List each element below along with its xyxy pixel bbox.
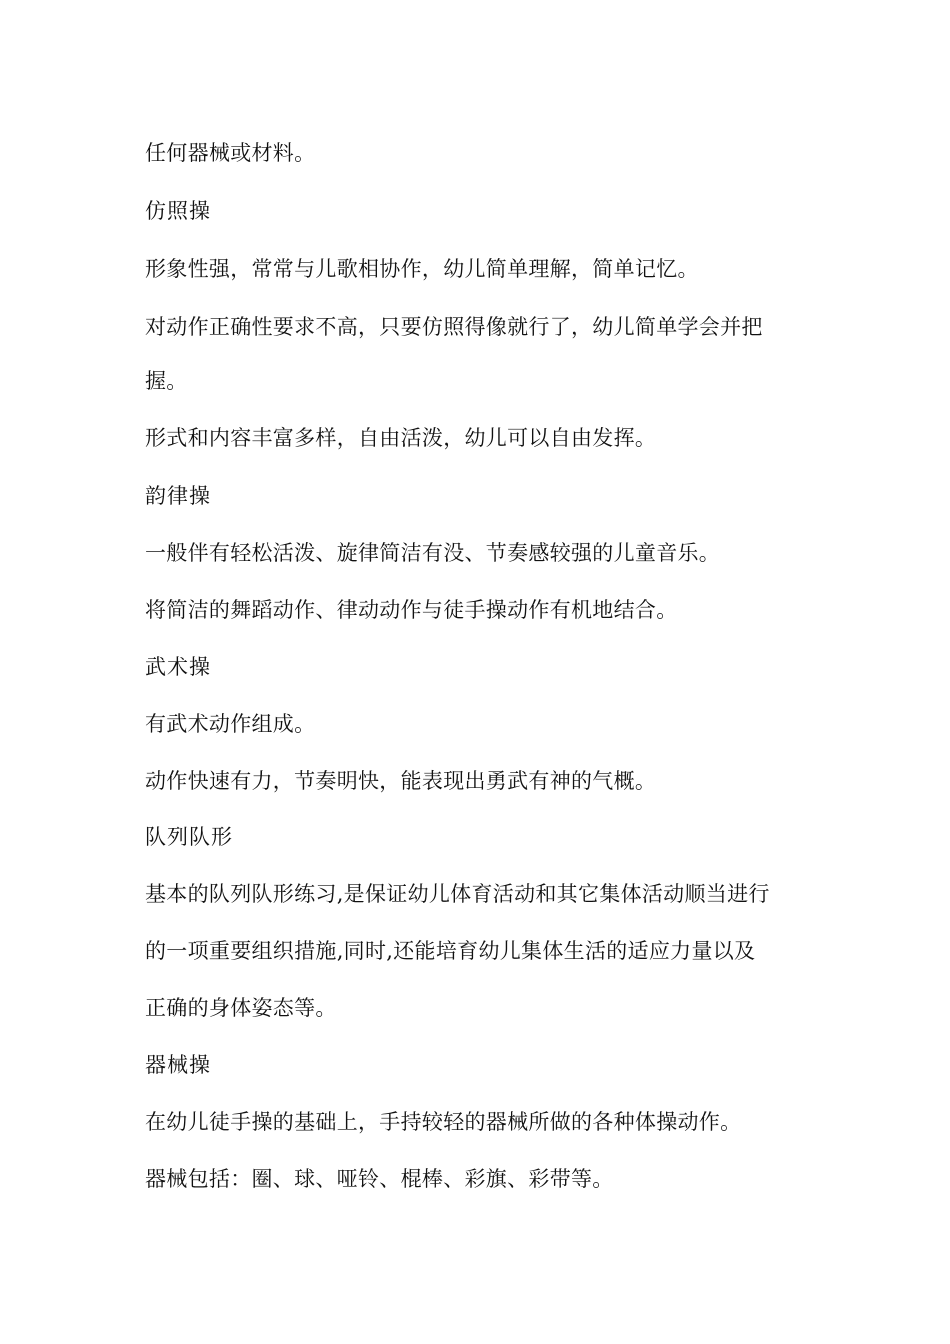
paragraph-line: 动作快速有力，节奏明快，能表现出勇武有神的气概。 xyxy=(145,769,657,793)
paragraph-line: 器械包括：圈、球、哑铃、棍棒、彩旗、彩带等。 xyxy=(145,1167,614,1191)
paragraph-line: 正确的身体姿态等。 xyxy=(145,996,337,1020)
paragraph-line: 有武术动作组成。 xyxy=(145,712,316,736)
paragraph-line: 的一项重要组织措施,同时,还能培育幼儿集体生活的适应力量以及 xyxy=(145,939,756,963)
paragraph-line: 将简洁的舞蹈动作、律动动作与徒手操动作有机地结合。 xyxy=(145,598,678,622)
section-heading-martial-arts: 武术操 xyxy=(145,655,211,679)
paragraph-line: 一般伴有轻松活泼、旋律简洁有没、节奏感较强的儿童音乐。 xyxy=(145,541,721,565)
paragraph-line: 基本的队列队形练习,是保证幼儿体育活动和其它集体活动顺当进行 xyxy=(145,882,770,906)
paragraph-line: 任何器械或材料。 xyxy=(145,141,316,165)
paragraph-line: 对动作正确性要求不高，只要仿照得像就行了，幼儿简单学会并把 xyxy=(145,315,763,339)
paragraph-line: 形象性强，常常与儿歌相协作，幼儿简单理解，简单记忆。 xyxy=(145,257,699,281)
paragraph-line: 在幼儿徒手操的基础上，手持较轻的器械所做的各种体操动作。 xyxy=(145,1110,742,1134)
section-heading-imitation: 仿照操 xyxy=(145,199,211,223)
section-heading-apparatus: 器械操 xyxy=(145,1053,211,1077)
paragraph-line: 形式和内容丰富多样，自由活泼，幼儿可以自由发挥。 xyxy=(145,426,657,450)
section-heading-formation: 队列队形 xyxy=(145,825,233,849)
section-heading-rhythm: 韵律操 xyxy=(145,484,211,508)
paragraph-line: 握。 xyxy=(145,369,188,393)
